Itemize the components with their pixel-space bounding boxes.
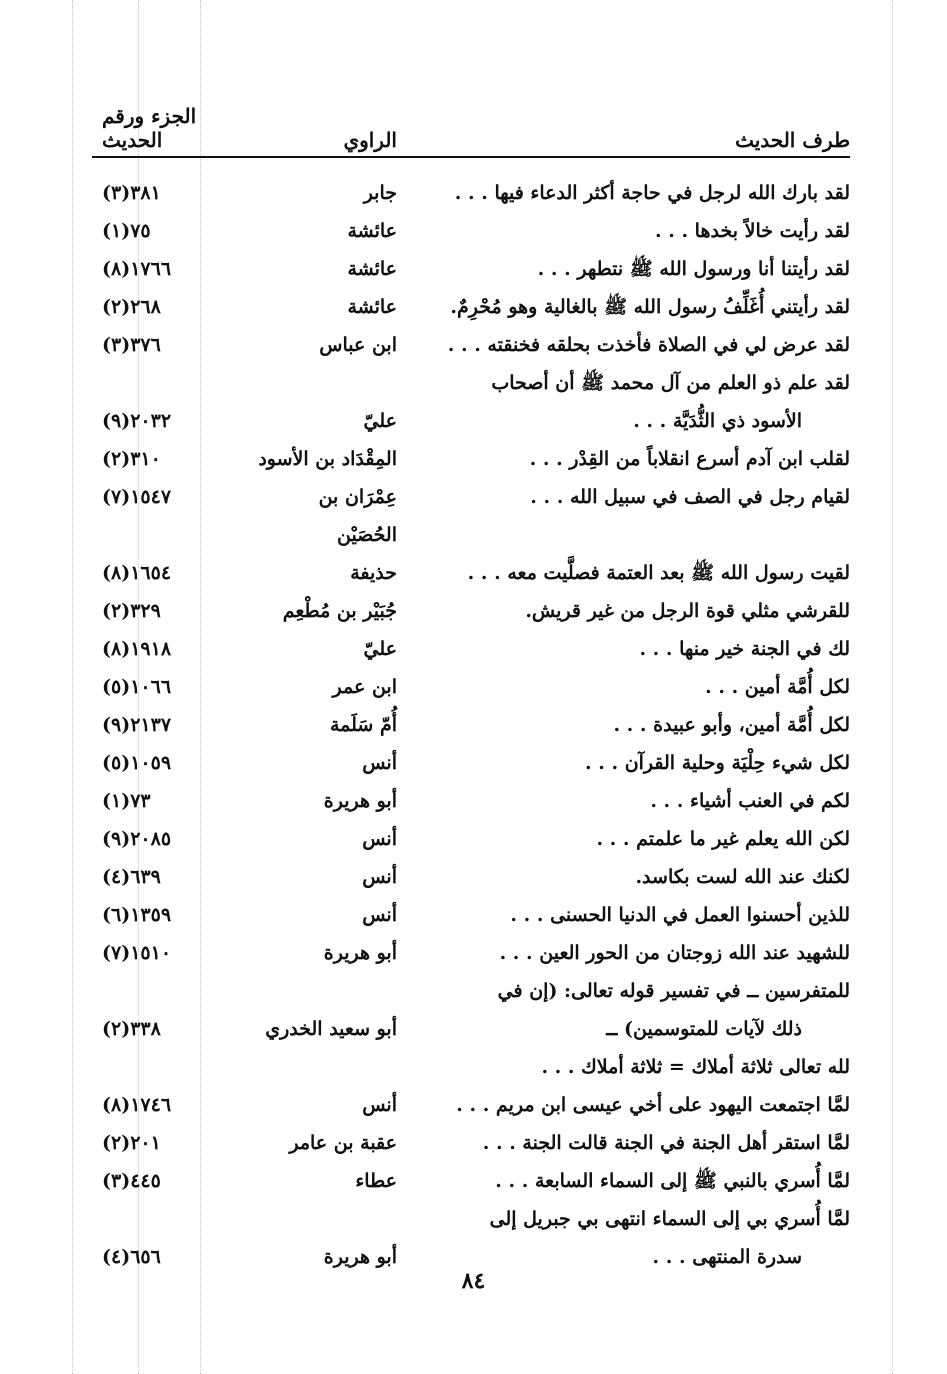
hadith-text: للمتفرسين ــ في تفسير قوله تعالى: (إن في xyxy=(497,980,850,1002)
index-row xyxy=(92,212,850,250)
hadith-text-multiline xyxy=(445,1200,850,1276)
volume-hadith-number: ٢٠٣٢(٩) xyxy=(102,410,172,432)
hadith-text: لكل شيء حِلْيَة وحلية القرآن . . . xyxy=(585,752,850,774)
narrator: عائشة xyxy=(347,296,397,318)
table-header xyxy=(92,104,850,152)
volume-hadith-number: ١٧٦٦(٨) xyxy=(102,258,172,280)
index-row xyxy=(92,440,850,478)
volume-hadith-number: ١٥٤٧(٧) xyxy=(102,486,172,508)
hadith-text: لقيام رجل في الصف في سبيل الله . . . xyxy=(530,486,850,508)
hadith-text: لقد رأيتني أُغَلِّفُ رسول الله ﷺ بالغالية وهو مُحْرِمٌ. xyxy=(450,296,850,318)
hadith-text: لمَّا استقر أهل الجنة في الجنة قالت الجنة . . . xyxy=(482,1132,850,1154)
index-row xyxy=(92,326,850,364)
hadith-text: لمَّا أُسري بالنبي ﷺ إلى السماء السابعة . . . xyxy=(495,1170,850,1192)
hadith-text: للشهيد عند الله زوجتان من الحور العين . . . xyxy=(499,942,850,964)
header-hadith-text: طرف الحديث xyxy=(735,128,850,152)
hadith-text-continuation: سدرة المنتهى . . . xyxy=(652,1246,802,1268)
volume-hadith-number: ٧٥(١) xyxy=(102,220,151,242)
volume-hadith-number: ١٧٤٦(٨) xyxy=(102,1094,172,1116)
narrator: أنس xyxy=(362,828,397,850)
hadith-text: لقد رأيتنا أنا ورسول الله ﷺ نتطهر . . . xyxy=(537,258,850,280)
hadith-text: لمَّا اجتمعت اليهود على أخي عيسى ابن مريم . . . xyxy=(456,1094,850,1116)
volume-hadith-number: ٢٦٨(٢) xyxy=(102,296,161,318)
volume-hadith-number: ١٥١٠(٧) xyxy=(102,942,172,964)
narrator: حذيفة xyxy=(350,562,397,584)
index-row xyxy=(92,1162,850,1200)
hadith-text-multiline xyxy=(445,972,850,1048)
volume-hadith-number: ٣١٠(٢) xyxy=(102,448,161,470)
narrator: أنس xyxy=(362,752,397,774)
index-row xyxy=(92,174,850,212)
hadith-text: لكن الله يعلم غير ما علمتم . . . xyxy=(596,828,850,850)
volume-hadith-number: ٣٣٨(٢) xyxy=(102,1018,161,1040)
volume-hadith-number: ١٣٥٩(٦) xyxy=(102,904,172,926)
narrator: عليّ xyxy=(363,410,397,432)
hadith-text-multiline xyxy=(445,364,850,440)
volume-hadith-number: ٣٢٩(٢) xyxy=(102,600,161,622)
volume-hadith-number: ٢٠٨٥(٩) xyxy=(102,828,172,850)
hadith-index-list xyxy=(92,174,850,1276)
narrator: عقبة بن عامر xyxy=(289,1132,397,1154)
volume-hadith-number: ٢٠١(٢) xyxy=(102,1132,161,1154)
narrator: أُمّ سَلَمة xyxy=(329,714,397,736)
narrator: عطاء xyxy=(355,1170,397,1192)
header-narrator: الراوي xyxy=(343,128,397,152)
volume-hadith-number: ٣٨١(٣) xyxy=(102,182,161,204)
narrator: أبو هريرة xyxy=(323,790,397,812)
index-row xyxy=(92,630,850,668)
narrator: عائشة xyxy=(347,258,397,280)
volume-hadith-number: ١٠٦٦(٥) xyxy=(102,676,172,698)
hadith-text: لكل أُمَّة أمين، وأبو عبيدة . . . xyxy=(613,714,850,736)
hadith-text: لقد رأيت خالاً بخدها . . . xyxy=(654,220,850,242)
index-row xyxy=(92,1124,850,1162)
index-row xyxy=(92,592,850,630)
narrator: جُبَيْر بن مُطْعِم xyxy=(282,600,397,622)
index-row xyxy=(92,364,850,440)
page-number: ٨٤ xyxy=(461,1268,486,1294)
narrator: عائشة xyxy=(347,220,397,242)
index-row xyxy=(92,1200,850,1276)
narrator: جابر xyxy=(363,182,397,204)
narrator: أبو هريرة xyxy=(323,942,397,964)
index-row xyxy=(92,706,850,744)
volume-hadith-number: ٢١٣٧(٩) xyxy=(102,714,172,736)
narrator: أنس xyxy=(362,866,397,888)
index-row xyxy=(92,782,850,820)
narrator: أبو سعيد الخدري xyxy=(265,1018,397,1040)
volume-hadith-number: ٦٥٦(٤) xyxy=(102,1246,161,1268)
hadith-text: لقد عرض لي في الصلاة فأخذت بحلقه فخنقته . . . xyxy=(447,334,850,356)
volume-hadith-number: ١٦٥٤(٨) xyxy=(102,562,172,584)
narrator: المِقْدَاد بن الأسود xyxy=(258,448,397,470)
volume-hadith-number: ٦٣٩(٤) xyxy=(102,866,161,888)
index-row xyxy=(92,1048,850,1086)
hadith-text: لكنك عند الله لست بكاسد. xyxy=(635,866,850,888)
index-row xyxy=(92,820,850,858)
volume-hadith-number: ١٩١٨(٨) xyxy=(102,638,172,660)
index-page xyxy=(92,104,850,1276)
index-row xyxy=(92,288,850,326)
hadith-text: لمَّا أُسري بي إلى السماء انتهى بي جبريل إلى xyxy=(489,1208,850,1230)
index-row xyxy=(92,858,850,896)
scan-border-dots-left xyxy=(72,0,73,1374)
narrator: عِمْرَان بن الحُصَيْن xyxy=(318,486,397,546)
index-row xyxy=(92,744,850,782)
hadith-text: لقد علم ذو العلم من آل محمد ﷺ أن أصحاب xyxy=(491,372,850,394)
narrator: ابن عمر xyxy=(332,676,397,698)
hadith-text: لقيت رسول الله ﷺ بعد العتمة فصلَّيت معه . . . xyxy=(467,562,850,584)
index-row xyxy=(92,478,850,554)
narrator: أنس xyxy=(362,1094,397,1116)
narrator: ابن عباس xyxy=(319,334,397,356)
hadith-text: لقد بارك الله لرجل في حاجة أكثر الدعاء فيها . . . xyxy=(454,182,850,204)
scan-border-dots-right xyxy=(892,0,893,1374)
volume-hadith-number: ١٠٥٩(٥) xyxy=(102,752,172,774)
header-rule xyxy=(92,156,850,158)
hadith-text: لكل أُمَّة أمين . . . xyxy=(705,676,850,698)
hadith-text: لقلب ابن آدم أسرع انقلاباً من القِدْر . . . xyxy=(529,448,850,470)
narrator: أنس xyxy=(362,904,397,926)
hadith-text: لكم في العنب أشياء . . . xyxy=(650,790,850,812)
volume-hadith-number: ٤٤٥(٣) xyxy=(102,1170,161,1192)
volume-hadith-number: ٣٧٦(٣) xyxy=(102,334,161,356)
index-row xyxy=(92,896,850,934)
hadith-text: للقرشي مثلي قوة الرجل من غير قريش. xyxy=(525,600,850,622)
header-reference: الجزء ورقم الحديث xyxy=(102,104,197,152)
volume-hadith-number: ٧٣(١) xyxy=(102,790,151,812)
hadith-text-continuation: الأسود ذي الثُّدَيَّة . . . xyxy=(633,410,802,432)
index-row xyxy=(92,250,850,288)
index-row xyxy=(92,1086,850,1124)
hadith-text-continuation: ذلك لآيات للمتوسمين) ــ xyxy=(606,1018,802,1040)
index-row xyxy=(92,554,850,592)
index-row xyxy=(92,972,850,1048)
index-row xyxy=(92,668,850,706)
hadith-text: لله تعالى ثلاثة أملاك = ثلاثة أملاك . . . xyxy=(541,1056,850,1078)
index-row xyxy=(92,934,850,972)
hadith-text: للذين أحسنوا العمل في الدنيا الحسنى . . . xyxy=(510,904,850,926)
narrator: عليّ xyxy=(363,638,397,660)
hadith-text: لك في الجنة خير منها . . . xyxy=(639,638,850,660)
narrator: أبو هريرة xyxy=(323,1246,397,1268)
